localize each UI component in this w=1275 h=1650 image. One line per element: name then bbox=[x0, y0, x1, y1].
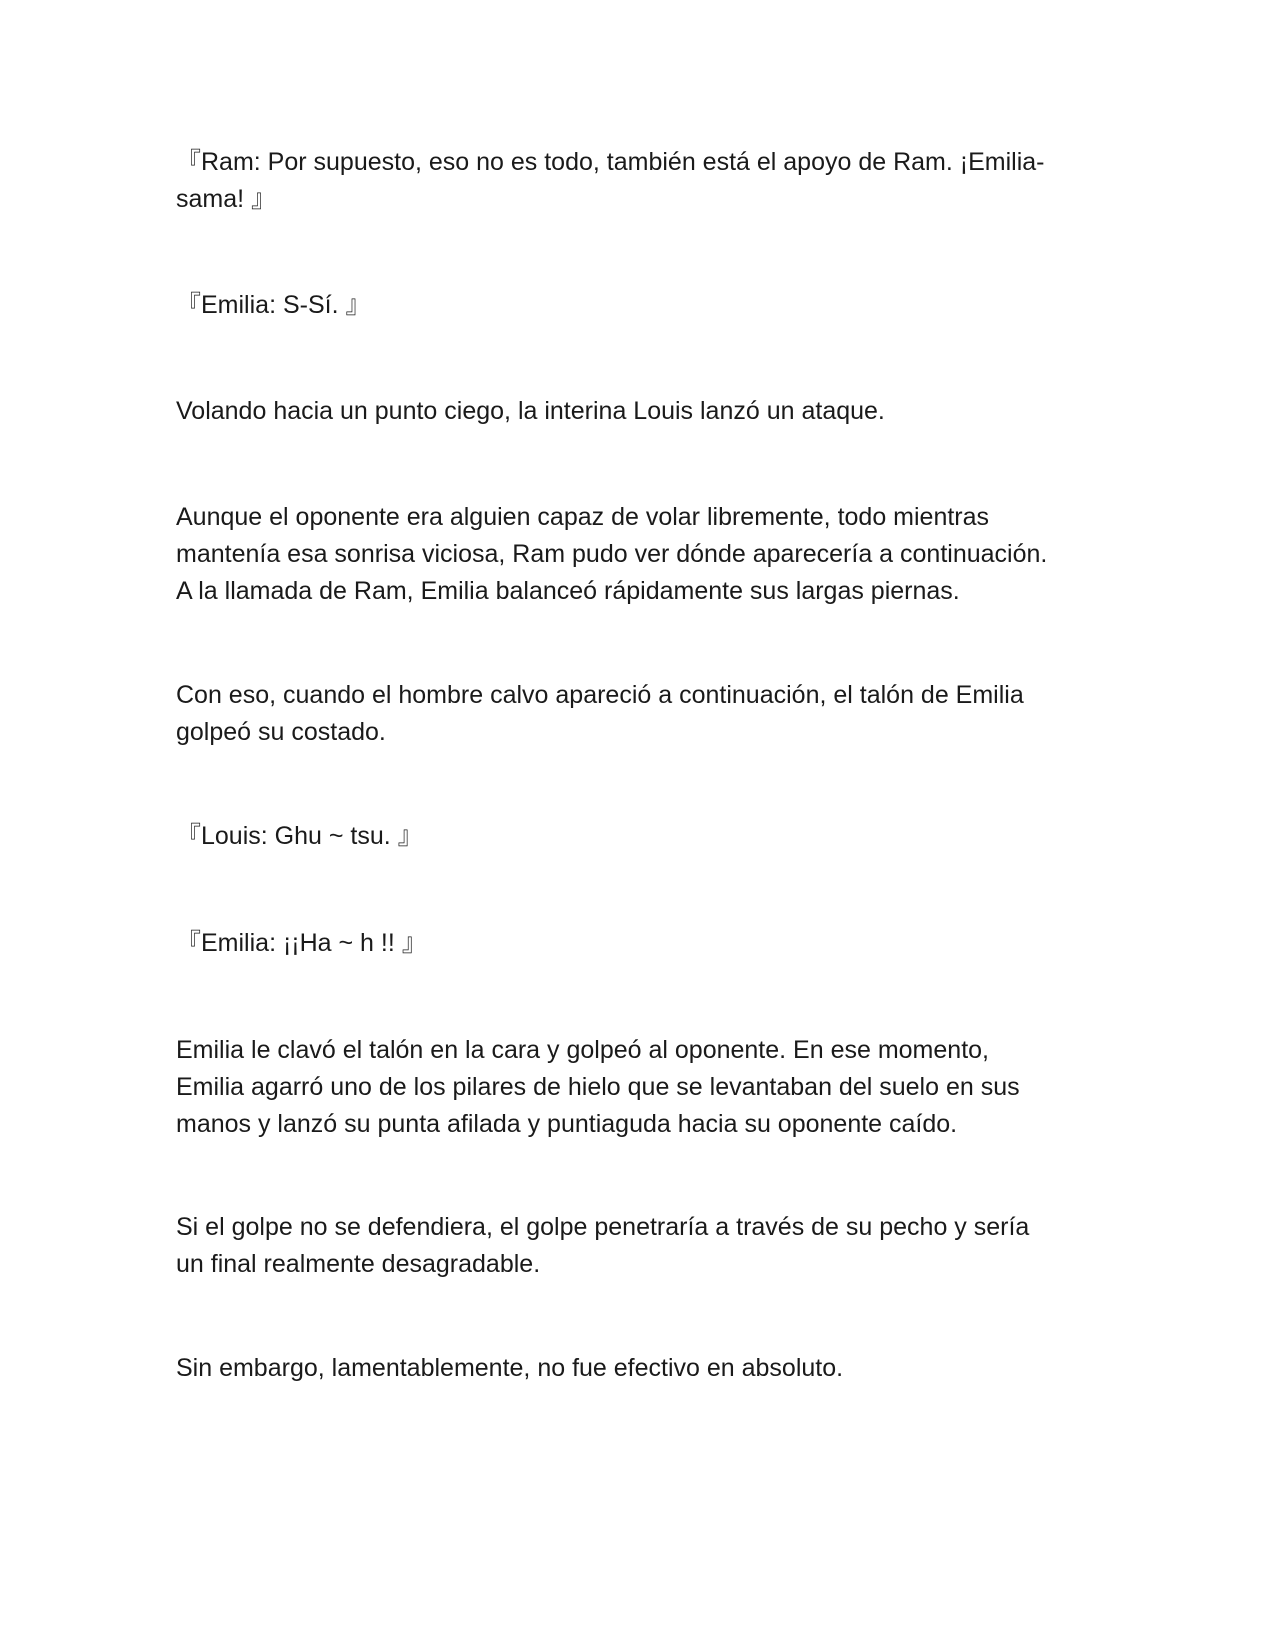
text-line: Sin embargo, lamentablemente, no fue efectivo en absoluto. bbox=[176, 1354, 844, 1382]
text-line: A la llamada de Ram, Emilia balanceó rápidamente sus largas piernas. bbox=[176, 577, 960, 605]
paragraph-emilia-reply bbox=[176, 287, 1106, 324]
text-line: Con eso, cuando el hombre calvo apareció a continuación, el talón de Emilia bbox=[176, 681, 1024, 709]
text-line: Volando hacia un punto ciego, la interina Louis lanzó un ataque. bbox=[176, 397, 885, 425]
text-line: manos y lanzó su punta afilada y puntiaguda hacia su oponente caído. bbox=[176, 1110, 958, 1138]
text-line: Emilia agarró uno de los pilares de hielo que se levantaban del suelo en sus bbox=[176, 1073, 1020, 1101]
text-line: 『Emilia: S-Sí. 』 bbox=[176, 291, 371, 319]
text-line: 『Louis: Ghu ~ tsu. 』 bbox=[176, 822, 423, 850]
text-line: un final realmente desagradable. bbox=[176, 1250, 541, 1278]
text-line: Emilia le clavó el talón en la cara y golpeó al oponente. En ese momento, bbox=[176, 1036, 989, 1064]
paragraph-ice-pillar bbox=[176, 1032, 1106, 1143]
paragraph-ram-support bbox=[176, 144, 1106, 218]
paragraph-louis-grunt bbox=[176, 818, 1106, 855]
text-line: Aunque el oponente era alguien capaz de volar libremente, todo mientras bbox=[176, 503, 990, 531]
paragraph-heel-strike bbox=[176, 677, 1106, 751]
text-line: golpeó su costado. bbox=[176, 718, 386, 746]
text-line: mantenía esa sonrisa viciosa, Ram pudo ver dónde aparecería a continuación. bbox=[176, 540, 1048, 568]
text-line: 『Emilia: ¡¡Ha ~ h !! 』 bbox=[176, 929, 427, 957]
paragraph-not-effective bbox=[176, 1350, 1106, 1387]
paragraph-penetrate bbox=[176, 1209, 1106, 1283]
text-line: 『Ram: Por supuesto, eso no es todo, también está el apoyo de Ram. ¡Emilia- bbox=[176, 148, 1045, 176]
paragraph-louis-attack bbox=[176, 393, 1106, 430]
paragraph-opponent-flying bbox=[176, 499, 1106, 610]
text-line: Si el golpe no se defendiera, el golpe penetraría a través de su pecho y sería bbox=[176, 1213, 1030, 1241]
text-line: sama! 』 bbox=[176, 185, 277, 213]
paragraph-emilia-shout bbox=[176, 925, 1106, 962]
